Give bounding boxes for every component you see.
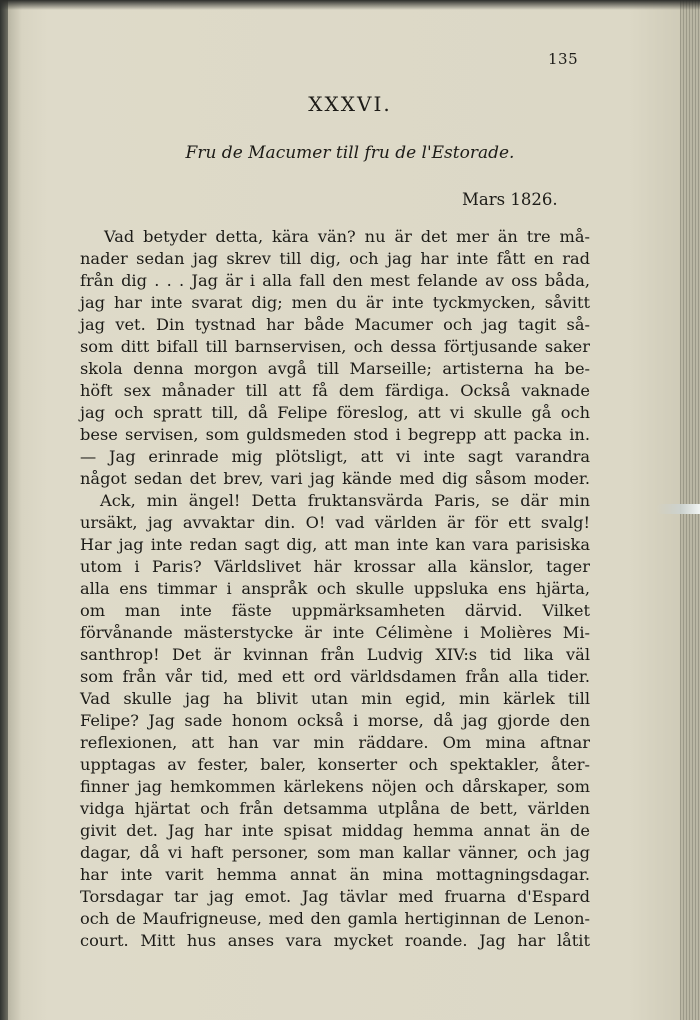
- text-line: givit det. Jag har inte spisat middag hemma annat än de: [80, 821, 590, 840]
- text-line: — Jag erinrade mig plötsligt, att vi inte sagt varandra: [80, 447, 590, 466]
- text-line: finner jag hemkommen kärlekens nöjen och dårskaper, som: [80, 777, 590, 796]
- text-line: nader sedan jag skrev till dig, och jag har inte fått en rad: [80, 249, 590, 268]
- letter-date: Mars 1826.: [462, 190, 558, 209]
- page-tab-marker: [656, 504, 700, 514]
- text-line: utom i Paris? Världslivet här krossar alla känslor, tager: [80, 557, 590, 576]
- text-line: jag vet. Din tystnad har både Macumer och jag tagit så-: [80, 315, 590, 334]
- text-line: ursäkt, jag avvaktar din. O! vad världen är för ett svalg!: [80, 513, 590, 532]
- text-line: santhrop! Det är kvinnan från Ludvig XIV:s tid lika väl: [80, 645, 590, 664]
- text-line: från dig . . . Jag är i alla fall den mest felande av oss båda,: [80, 271, 590, 290]
- text-line: som ditt bifall till barnservisen, och dessa förtjusande saker: [80, 337, 590, 356]
- text-line: höft sex månader till att få dem färdiga. Också vaknade: [80, 381, 590, 400]
- text-line: Vad betyder detta, kära vän? nu är det mer än tre må-: [104, 227, 590, 246]
- chapter-number: XXXVI.: [308, 92, 392, 116]
- text-line: upptagas av fester, baler, konserter och spektakler, åter-: [80, 755, 590, 774]
- text-line: reflexionen, att han var min räddare. Om mina aftnar: [80, 733, 590, 752]
- text-line: dagar, då vi haft personer, som man kallar vänner, och jag: [80, 843, 590, 862]
- text-line: vidga hjärtat och från detsamma utplåna de bett, världen: [80, 799, 590, 818]
- text-line: Torsdagar tar jag emot. Jag tävlar med fruarna d'Espard: [80, 887, 590, 906]
- text-line: något sedan det brev, vari jag kände med dig såsom moder.: [80, 469, 590, 488]
- letter-heading: Fru de Macumer till fru de l'Estorade.: [185, 143, 515, 163]
- text-line: bese servisen, som guldsmeden stod i begrepp att packa in.: [80, 425, 590, 444]
- page-number: 135: [548, 50, 579, 68]
- text-line: förvånande mästerstycke är inte Célimène i Molières Mi-: [80, 623, 590, 642]
- text-line: och de Maufrigneuse, med den gamla hertiginnan de Lenon-: [80, 909, 590, 928]
- text-line: Felipe? Jag sade honom också i morse, då jag gjorde den: [80, 711, 590, 730]
- text-line: jag har inte svarat dig; men du är inte tyckmycken, såvitt: [80, 293, 590, 312]
- text-line: Har jag inte redan sagt dig, att man inte kan vara parisiska: [80, 535, 590, 554]
- text-line: court. Mitt hus anses vara mycket roande. Jag har låtit: [80, 931, 590, 950]
- text-line: Ack, min ängel! Detta fruktansvärda Paris, se där min: [100, 491, 590, 510]
- text-line: som från vår tid, med ett ord världsdamen från alla tider.: [80, 667, 590, 686]
- text-line: Vad skulle jag ha blivit utan min egid, min kärlek till: [80, 689, 590, 708]
- text-line: har inte varit hemma annat än mina mottagningsdagar.: [80, 865, 590, 884]
- text-line: alla ens timmar i anspråk och skulle uppsluka ens hjärta,: [80, 579, 590, 598]
- top-shadow: [0, 0, 700, 10]
- text-line: om man inte fäste uppmärksamheten därvid. Vilket: [80, 601, 590, 620]
- text-line: jag och spratt till, då Felipe föreslog, att vi skulle gå och: [80, 403, 590, 422]
- text-line: skola denna morgon avgå till Marseille; artisterna ha be-: [80, 359, 590, 378]
